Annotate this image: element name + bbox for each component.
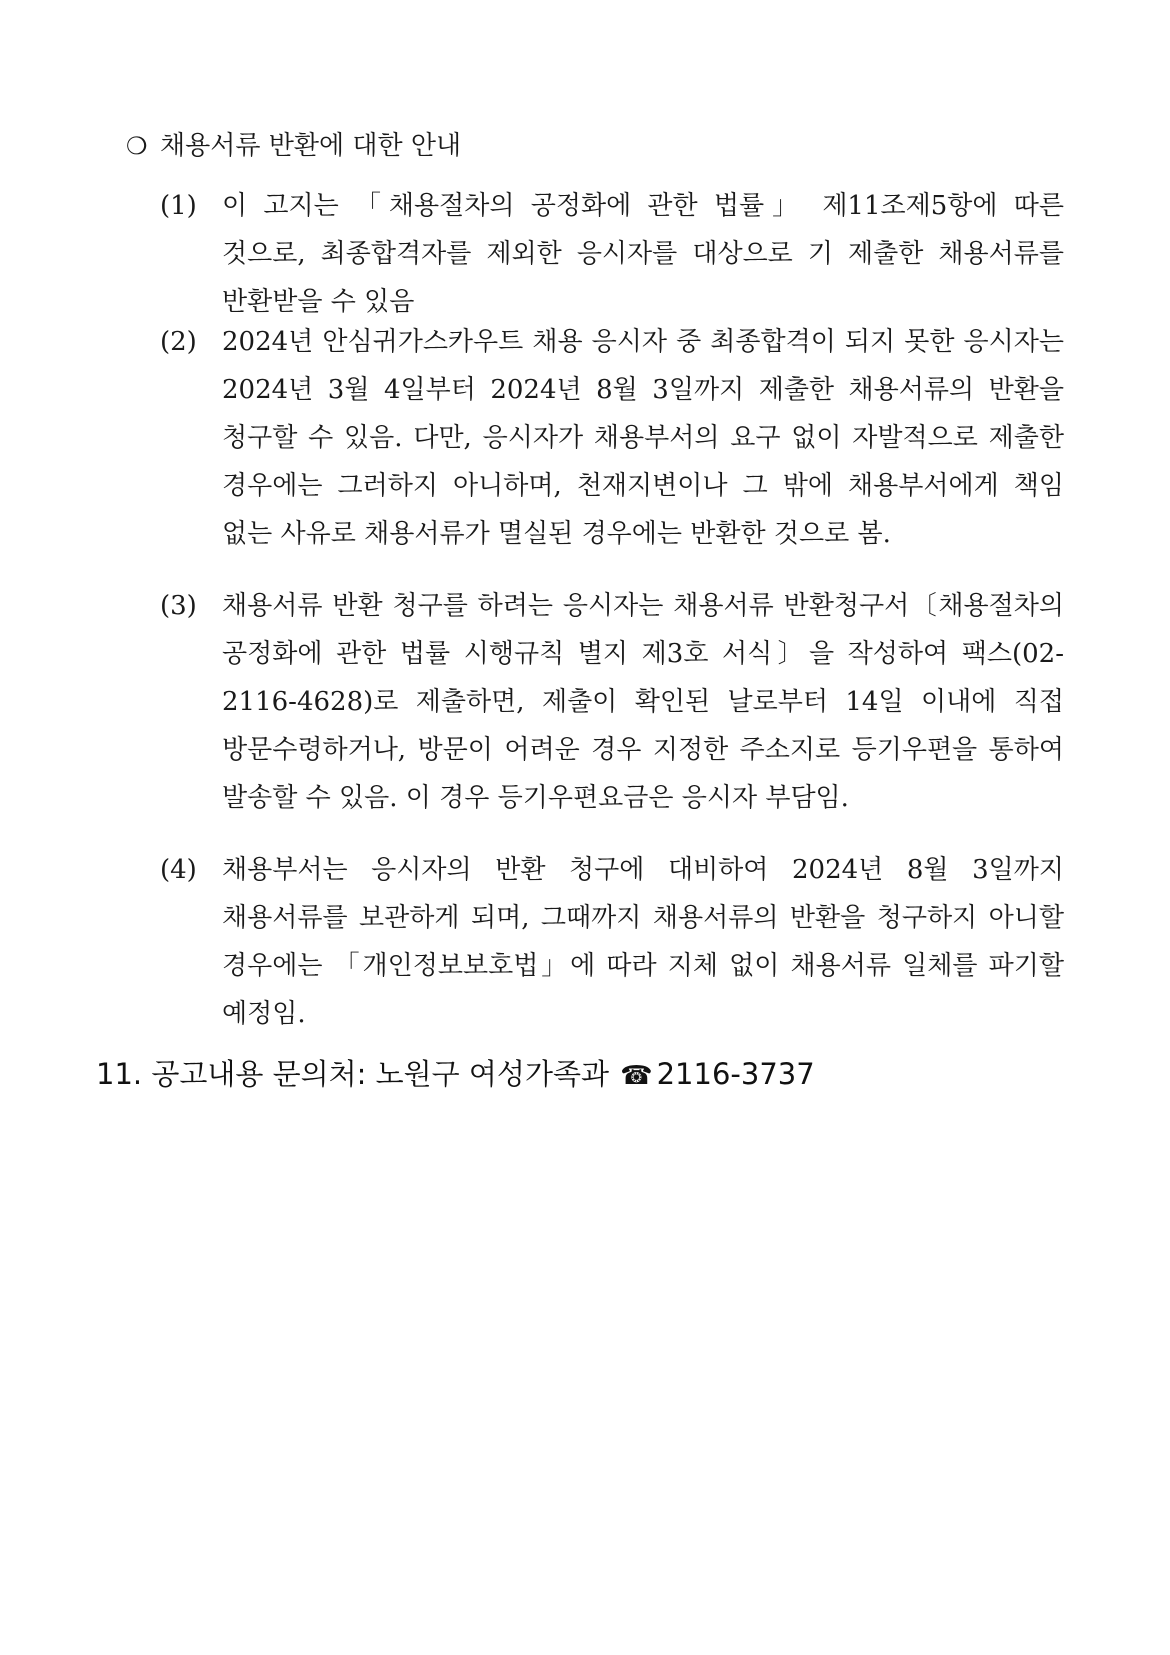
item-number: (3): [160, 591, 197, 621]
contact-number: 11.: [96, 1057, 143, 1091]
contact-department: 노원구 여성가족과: [375, 1057, 609, 1091]
item-text: 2024년 안심귀가스카우트 채용 응시자 중 최종합격이 되지 못한 응시자는 2024년 3월 4일부터 2024년 8월 3일까지 제출한 채용서류의 반환을 청구할 수 있음. 다만, 응시자가 채용부서의 요구 없이 자발적으로 제출한 경우에는 그러하지 아니하며, 천재지변이나 그 밖에 채용부서에게 책임 없는 사유로 채용서류가 멸실된 경우에는 반환한 것으로 봄.: [222, 327, 1064, 549]
notice-item-4: [160, 846, 1064, 1038]
contact-phone: 2116-3737: [656, 1057, 815, 1091]
contact-line: [96, 1054, 815, 1096]
item-text: 채용서류 반환 청구를 하려는 응시자는 채용서류 반환청구서〔채용절차의 공정화에 관한 법률 시행규칙 별지 제3호 서식〕을 작성하여 팩스(02-2116-4628)로 제출하면, 제출이 확인된 날로부터 14일 이내에 직접 방문수령하거나, 방문이 어려운 경우 지정한 주소지로 등기우편을 통하여 발송할 수 있음. 이 경우 등기우편요금은 응시자 부담임.: [222, 591, 1064, 813]
section-title: 채용서류 반환에 대한 안내: [160, 131, 462, 161]
contact-label: 공고내용 문의처:: [151, 1057, 367, 1091]
item-number: (2): [160, 327, 197, 357]
item-text: 이 고지는 「채용절차의 공정화에 관한 법률」 제11조제5항에 따른 것으로, 최종합격자를 제외한 응시자를 대상으로 기 제출한 채용서류를 반환받을 수 있음: [222, 191, 1064, 317]
phone-icon: ☎: [620, 1061, 653, 1091]
item-number: (1): [160, 191, 197, 221]
section-heading: [126, 128, 461, 164]
item-text: 채용부서는 응시자의 반환 청구에 대비하여 2024년 8월 3일까지 채용서류를 보관하게 되며, 그때까지 채용서류의 반환을 청구하지 아니할 경우에는 「개인정보보호법」에 따라 지체 없이 채용서류 일체를 파기할 예정임.: [222, 855, 1064, 1029]
notice-item-2: [160, 318, 1064, 558]
notice-item-3: [160, 582, 1064, 822]
circle-bullet-icon: ❍: [126, 132, 148, 160]
item-number: (4): [160, 855, 197, 885]
notice-item-1: [160, 182, 1064, 326]
